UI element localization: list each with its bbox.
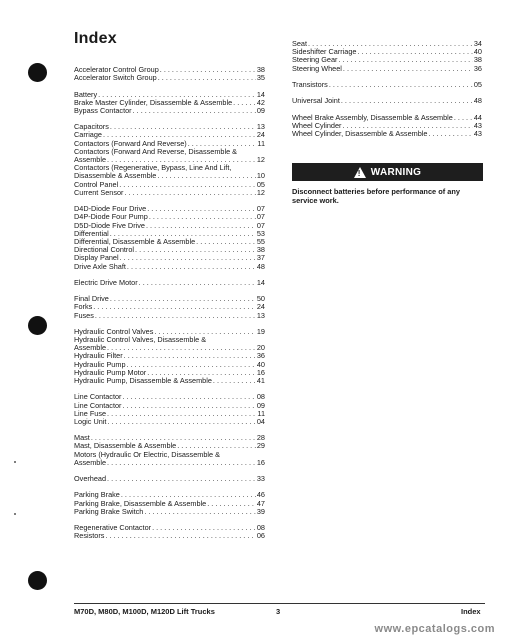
leader-dots <box>341 97 473 105</box>
index-entry-page: 06 <box>256 531 265 541</box>
index-group <box>74 328 265 385</box>
index-group <box>292 114 482 139</box>
index-entry-title: Hydraulic Pump <box>74 359 126 369</box>
leader-dots <box>158 74 256 82</box>
index-entry <box>74 312 265 320</box>
index-entry <box>292 65 482 73</box>
leader-dots <box>93 303 256 311</box>
index-entry <box>74 123 265 131</box>
index-entry-page: 43 <box>473 128 482 138</box>
index-entry-page: 09 <box>256 105 265 115</box>
index-entry-title: Regenerative Contactor <box>74 523 152 533</box>
page-title: Index <box>74 30 117 47</box>
leader-dots <box>428 130 472 138</box>
index-entry-page: 19 <box>256 326 265 336</box>
leader-dots <box>213 377 256 385</box>
footer-section: Index <box>461 607 481 616</box>
index-entry-page: 36 <box>473 63 482 73</box>
index-entry-page: 14 <box>256 89 265 99</box>
leader-dots <box>135 246 256 254</box>
index-entry-title: Fuses <box>74 310 94 320</box>
index-entry-page: 13 <box>256 122 265 132</box>
index-entry-page: 14 <box>256 277 265 287</box>
leader-dots <box>122 393 255 401</box>
index-entry-title: Parking Brake Switch <box>74 506 144 516</box>
leader-dots <box>107 344 256 352</box>
index-entry-title: Parking Brake <box>74 490 120 500</box>
leader-dots <box>124 352 256 360</box>
leader-dots <box>119 181 256 189</box>
leader-dots <box>454 114 473 122</box>
index-entry <box>74 74 265 82</box>
index-entry-title: Assemble <box>74 457 107 467</box>
index-entry-page: 13 <box>256 310 265 320</box>
index-entry-page: 09 <box>256 400 265 410</box>
index-entry-title: Line Fuse <box>74 408 107 418</box>
index-entry-title: Contactors (Regenerative, Bypass, Line And Lift, <box>74 163 232 173</box>
leader-dots <box>105 532 255 540</box>
binder-hole-top <box>28 63 47 82</box>
index-entry <box>292 130 482 138</box>
index-group <box>74 491 265 516</box>
index-entry-page: 05 <box>473 79 482 89</box>
warning-triangle-icon: ! <box>354 167 366 178</box>
leader-dots <box>343 65 473 73</box>
leader-dots <box>127 263 256 271</box>
index-entry-page: 42 <box>256 97 265 107</box>
index-entry-page: 07 <box>256 204 265 214</box>
index-entry <box>74 508 265 516</box>
leader-dots <box>160 66 256 74</box>
warning-label: WARNING <box>370 166 422 178</box>
index-entry-page: 07 <box>256 212 265 222</box>
index-entry-title: Wheel Cylinder, Disassemble & Assemble <box>292 128 428 138</box>
index-entry <box>292 81 482 89</box>
index-entry-page: 16 <box>256 457 265 467</box>
index-column-left <box>74 66 265 549</box>
index-entry-title: Motors (Hydraulic Or Electric, Disassemble & <box>74 449 220 459</box>
scan-speck <box>14 513 16 515</box>
index-entry-title: Control Panel <box>74 179 119 189</box>
index-group <box>292 40 482 73</box>
index-entry-title: Forks <box>74 302 93 312</box>
index-entry-title: Battery <box>74 89 98 99</box>
index-group <box>74 91 265 116</box>
index-entry-page: 40 <box>473 47 482 57</box>
index-entry-title: D5D-Diode Five Drive <box>74 220 145 230</box>
index-entry-page: 08 <box>256 392 265 402</box>
index-group <box>292 81 482 89</box>
index-entry-title: Steering Wheel <box>292 63 342 73</box>
index-group <box>74 524 265 540</box>
leader-dots <box>233 99 256 107</box>
index-entry <box>74 295 265 303</box>
index-entry-page: 36 <box>256 351 265 361</box>
index-entry-title: Directional Control <box>74 245 135 255</box>
index-entry-page: 11 <box>257 408 265 418</box>
index-entry-title: Capacitors <box>74 122 109 132</box>
footer-model-text: M70D, M80D, M100D, M120D Lift Trucks <box>74 607 215 616</box>
index-entry-title: Accelerator Switch Group <box>74 73 157 83</box>
index-group <box>74 279 265 287</box>
index-entry-title: Hydraulic Control Valves <box>74 326 154 336</box>
index-entry-title: Accelerator Control Group <box>74 65 159 74</box>
index-column-right <box>292 40 482 146</box>
index-group <box>74 205 265 271</box>
index-entry-page: 24 <box>256 130 265 140</box>
index-group <box>74 295 265 320</box>
index-entry-page: 10 <box>256 171 265 181</box>
leader-dots <box>107 418 255 426</box>
index-entry-page: 28 <box>256 433 265 443</box>
index-entry <box>74 107 265 115</box>
index-group <box>74 66 265 82</box>
index-entry-page: 50 <box>256 294 265 304</box>
index-entry-page: 46 <box>256 490 265 500</box>
index-entry-page: 05 <box>256 179 265 189</box>
index-entry-page: 16 <box>256 367 265 377</box>
leader-dots <box>338 56 472 64</box>
leader-dots <box>196 238 256 246</box>
scan-speck <box>14 461 16 463</box>
index-entry-title: Mast, Disassemble & Assemble <box>74 441 177 451</box>
leader-dots <box>207 500 256 508</box>
leader-dots <box>110 295 256 303</box>
index-entry-page: 12 <box>256 187 265 197</box>
index-entry <box>74 459 265 467</box>
index-entry-page: 39 <box>256 506 265 516</box>
index-entry-page: 38 <box>473 55 482 65</box>
index-entry-title: Seat <box>292 39 308 48</box>
index-entry-title: Resistors <box>74 531 105 541</box>
index-entry-page: 35 <box>256 73 265 83</box>
index-entry-title: Contactors (Forward And Reverse) <box>74 138 187 148</box>
index-entry-title: Logic Unit <box>74 416 107 426</box>
index-entry-title: Bypass Contactor <box>74 105 132 115</box>
index-entry-title: Assemble <box>74 155 107 165</box>
index-entry-page: 04 <box>256 416 265 426</box>
index-entry-page: 53 <box>256 228 265 238</box>
footer-rule <box>74 603 485 604</box>
index-entry-title: Line Contactor <box>74 392 122 402</box>
index-group <box>74 123 265 197</box>
index-entry-title: Wheel Brake Assembly, Disassemble & Assemble <box>292 112 453 122</box>
index-entry <box>74 279 265 287</box>
index-entry-page: 47 <box>256 498 265 508</box>
index-entry-title: Disassemble & Assemble <box>74 171 157 181</box>
index-entry <box>74 475 265 483</box>
binder-hole-bottom <box>28 571 47 590</box>
leader-dots <box>107 410 256 418</box>
index-entry-page: 20 <box>256 343 265 353</box>
index-entry-title: Drive Axle Shaft <box>74 261 126 271</box>
index-entry-page: 07 <box>256 220 265 230</box>
leader-dots <box>358 48 473 56</box>
index-entry <box>74 377 265 385</box>
index-entry-page: 37 <box>256 253 265 263</box>
leader-dots <box>95 312 256 320</box>
binder-hole-middle <box>28 316 47 335</box>
index-entry-title: Parking Brake, Disassemble & Assemble <box>74 498 207 508</box>
index-entry-title: Brake Master Cylinder, Disassemble & Assemble <box>74 97 233 107</box>
index-group <box>74 475 265 483</box>
index-entry-page: 48 <box>256 261 265 271</box>
index-entry-page: 55 <box>256 236 265 246</box>
leader-dots <box>133 107 256 115</box>
index-group <box>74 393 265 426</box>
index-entry-title: Steering Gear <box>292 55 338 65</box>
leader-dots <box>139 279 256 287</box>
leader-dots <box>146 222 256 230</box>
index-entry-title: Hydraulic Control Valves, Disassemble & <box>74 335 207 345</box>
index-entry <box>74 263 265 271</box>
index-entry-page: 29 <box>256 441 265 451</box>
leader-dots <box>144 508 256 516</box>
leader-dots <box>329 81 473 89</box>
index-entry-page: 34 <box>473 39 482 48</box>
index-entry-title: Mast <box>74 433 90 443</box>
index-entry-title: Display Panel <box>74 253 119 263</box>
index-entry-page: 08 <box>256 523 265 533</box>
index-entry-title: Hydraulic Pump Motor <box>74 367 147 377</box>
index-entry-page: 38 <box>256 65 265 74</box>
index-entry-page: 43 <box>473 120 482 130</box>
index-entry-title: Sideshifter Carriage <box>292 47 357 57</box>
index-entry-title: Line Contactor <box>74 400 122 410</box>
leader-dots <box>152 524 256 532</box>
leader-dots <box>124 189 255 197</box>
index-entry-title: Overhead <box>74 474 107 484</box>
leader-dots <box>107 475 256 483</box>
index-entry-title: Carriage <box>74 130 102 140</box>
index-entry-page: 44 <box>473 112 482 122</box>
index-entry-page: 38 <box>256 245 265 255</box>
index-entry-page: 24 <box>256 302 265 312</box>
index-entry-title: Hydraulic Filter <box>74 351 123 361</box>
index-entry-title: D4P-Diode Four Pump <box>74 212 148 222</box>
index-entry <box>74 418 265 426</box>
watermark: www.epcatalogs.com <box>374 623 495 635</box>
index-entry-page: 11 <box>257 138 265 148</box>
index-entry-title: Hydraulic Pump, Disassemble & Assemble <box>74 376 212 386</box>
leader-dots <box>107 459 256 467</box>
leader-dots <box>120 254 256 262</box>
index-group <box>292 97 482 105</box>
index-entry-title: Wheel Cylinder <box>292 120 342 130</box>
footer-page-number: 3 <box>276 607 281 616</box>
leader-dots <box>110 123 256 131</box>
index-entry-page: 40 <box>256 359 265 369</box>
index-entry <box>292 97 482 105</box>
index-entry-page: 33 <box>256 474 265 484</box>
index-entry-page: 41 <box>256 376 265 386</box>
index-entry-title: D4D-Diode Four Drive <box>74 204 147 214</box>
leader-dots <box>149 213 256 221</box>
index-entry-title: Final Drive <box>74 294 109 304</box>
leader-dots <box>122 402 255 410</box>
warning-text: Disconnect batteries before performance of any service work. <box>292 187 460 205</box>
index-entry-title: Assemble <box>74 343 107 353</box>
index-entry-page: 48 <box>473 96 482 106</box>
leader-dots <box>157 172 256 180</box>
leader-dots <box>147 205 256 213</box>
index-entry <box>74 189 265 197</box>
index-entry-title: Differential, Disassemble & Assemble <box>74 236 196 246</box>
index-entry-title: Differential <box>74 228 109 238</box>
index-entry <box>74 303 265 311</box>
index-entry-title: Contactors (Forward And Reverse, Disassemble & <box>74 146 238 156</box>
index-entry-title: Universal Joint <box>292 96 340 106</box>
warning-banner <box>292 163 483 181</box>
index-entry-title: Electric Drive Motor <box>74 277 138 287</box>
index-group <box>74 434 265 467</box>
index-entry-title: Transistors <box>292 79 328 89</box>
index-entry-title: Current Sensor <box>74 187 124 197</box>
index-entry <box>74 532 265 540</box>
index-entry-page: 12 <box>256 155 265 165</box>
